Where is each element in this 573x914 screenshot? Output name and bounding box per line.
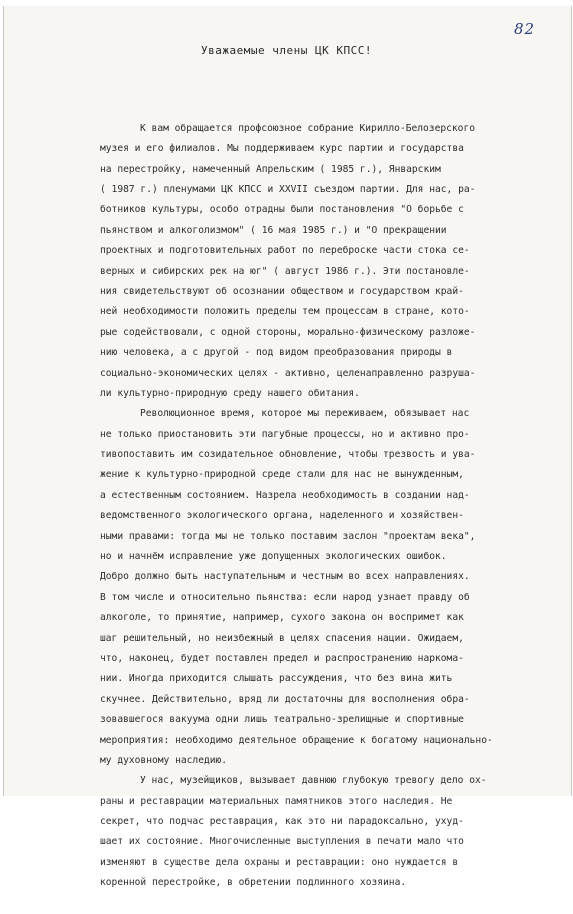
- text-line: ными правами: тогда мы не только поставим заслон "проектам века",: [100, 530, 476, 542]
- letter-title: Уважаемые члены ЦК КПСС!: [201, 44, 372, 57]
- text-line: изменяют в существе дела охраны и реставрации: оно нуждается в: [100, 856, 459, 868]
- text-line: нии. Иногда приходится слышать рассуждения, что без вина жить: [100, 673, 453, 685]
- text-line: шаг решительный, но неизбежный в целях спасения нации. Ожидаем,: [100, 632, 464, 644]
- text-line: ботников культуры, особо отрадны были постановления "О борьбе с: [100, 204, 464, 216]
- text-line: скучнее. Действительно, вряд ли достаточны для восполнения обра-: [100, 693, 470, 705]
- text-line: нию человека, а с другой - под видом преобразования природы в: [100, 347, 453, 359]
- text-line: что, наконец, будет поставлен предел и распространению наркома-: [100, 652, 464, 664]
- text-line: социально-экономических целях - активно, целенаправленно разруша-: [100, 367, 476, 379]
- text-line: тивопоставить им созидательное обновление, чтобы трезвость и ува-: [100, 449, 476, 461]
- text-line: мероприятия: необходимо деятельное обращение к богатому национально-: [100, 734, 493, 746]
- text-line: секрет, что подчас реставрация, как это ни парадоксально, ухуд-: [100, 816, 464, 828]
- text-line: У нас, музейщиков, вызывает давнюю глубокую тревогу дело ох-: [140, 775, 487, 787]
- paragraph: [100, 119, 560, 404]
- text-line: но и начнём исправление уже допущенных экологических ошибок.: [100, 551, 447, 563]
- text-line: не только приостановить эти пагубные процессы, но и активно про-: [100, 428, 470, 440]
- text-line: Революционное время, которое мы переживаем, обязывает нас: [140, 408, 470, 420]
- text-line: К вам обращается профсоюзное собрание Кирилло-Белозерского: [140, 122, 476, 134]
- text-line: Добро должно быть наступательным и честным во всех направлениях.: [100, 571, 470, 583]
- text-line: жение к культурно-природной среде стали для нас не вынужденным,: [100, 469, 464, 481]
- paragraph: [100, 771, 560, 893]
- page-number: 82: [514, 20, 536, 38]
- text-line: раны и реставрации материальных памятников этого наследия. Не: [100, 795, 453, 807]
- text-line: В том числе и относительно пьянства: если народ узнает правду об: [100, 591, 470, 603]
- text-line: ведомственного экологического органа, наделенного и хозяйствен-: [100, 510, 464, 522]
- text-line: ( 1987 г.) пленумами ЦК КПСС и XXVII съездом партии. Для нас, ра-: [100, 183, 476, 195]
- text-line: му духовному наследию.: [100, 754, 228, 766]
- text-line: верных и сибирских рек на юг" ( август 1986 г.). Эти постановле-: [100, 265, 470, 277]
- text-line: а естественным состоянием. Назрела необходимость в создании над-: [100, 489, 470, 501]
- text-line: алкоголе, то принятие, например, сухого закона он воспримет как: [100, 612, 464, 624]
- text-line: коренной перестройке, в обретении подлинного хозяина.: [100, 877, 407, 889]
- text-line: ней необходимости положить пределы тем процессам в стране, кото-: [100, 306, 470, 318]
- paragraph-container: [100, 119, 560, 894]
- text-line: рые содействовали, с одной стороны, морально-физическому разложе-: [100, 326, 476, 338]
- text-line: ния свидетельствуют об осознании обществом и государством край-: [100, 285, 464, 297]
- paragraph: [100, 404, 560, 771]
- text-line: на перестройку, намеченный Апрельским ( 1985 г.), Январским: [100, 163, 441, 175]
- text-line: музея и его филиалов. Мы поддерживаем курс партии и государства: [100, 143, 464, 155]
- letter-body: [100, 78, 560, 914]
- text-line: пьянством и алкоголизмом" ( 16 мая 1985 г.) и "О прекращении: [100, 224, 447, 236]
- text-line: ли культурно-природную среду нашего обитания.: [100, 387, 360, 399]
- text-line: зовавшегося вакуума одни лишь театрально-зрелищные и спортивные: [100, 714, 464, 726]
- text-line: шает их состояние. Многочисленные выступления в печати мало что: [100, 836, 464, 848]
- text-line: проектных и подготовительных работ по переброске части стока се-: [100, 245, 470, 257]
